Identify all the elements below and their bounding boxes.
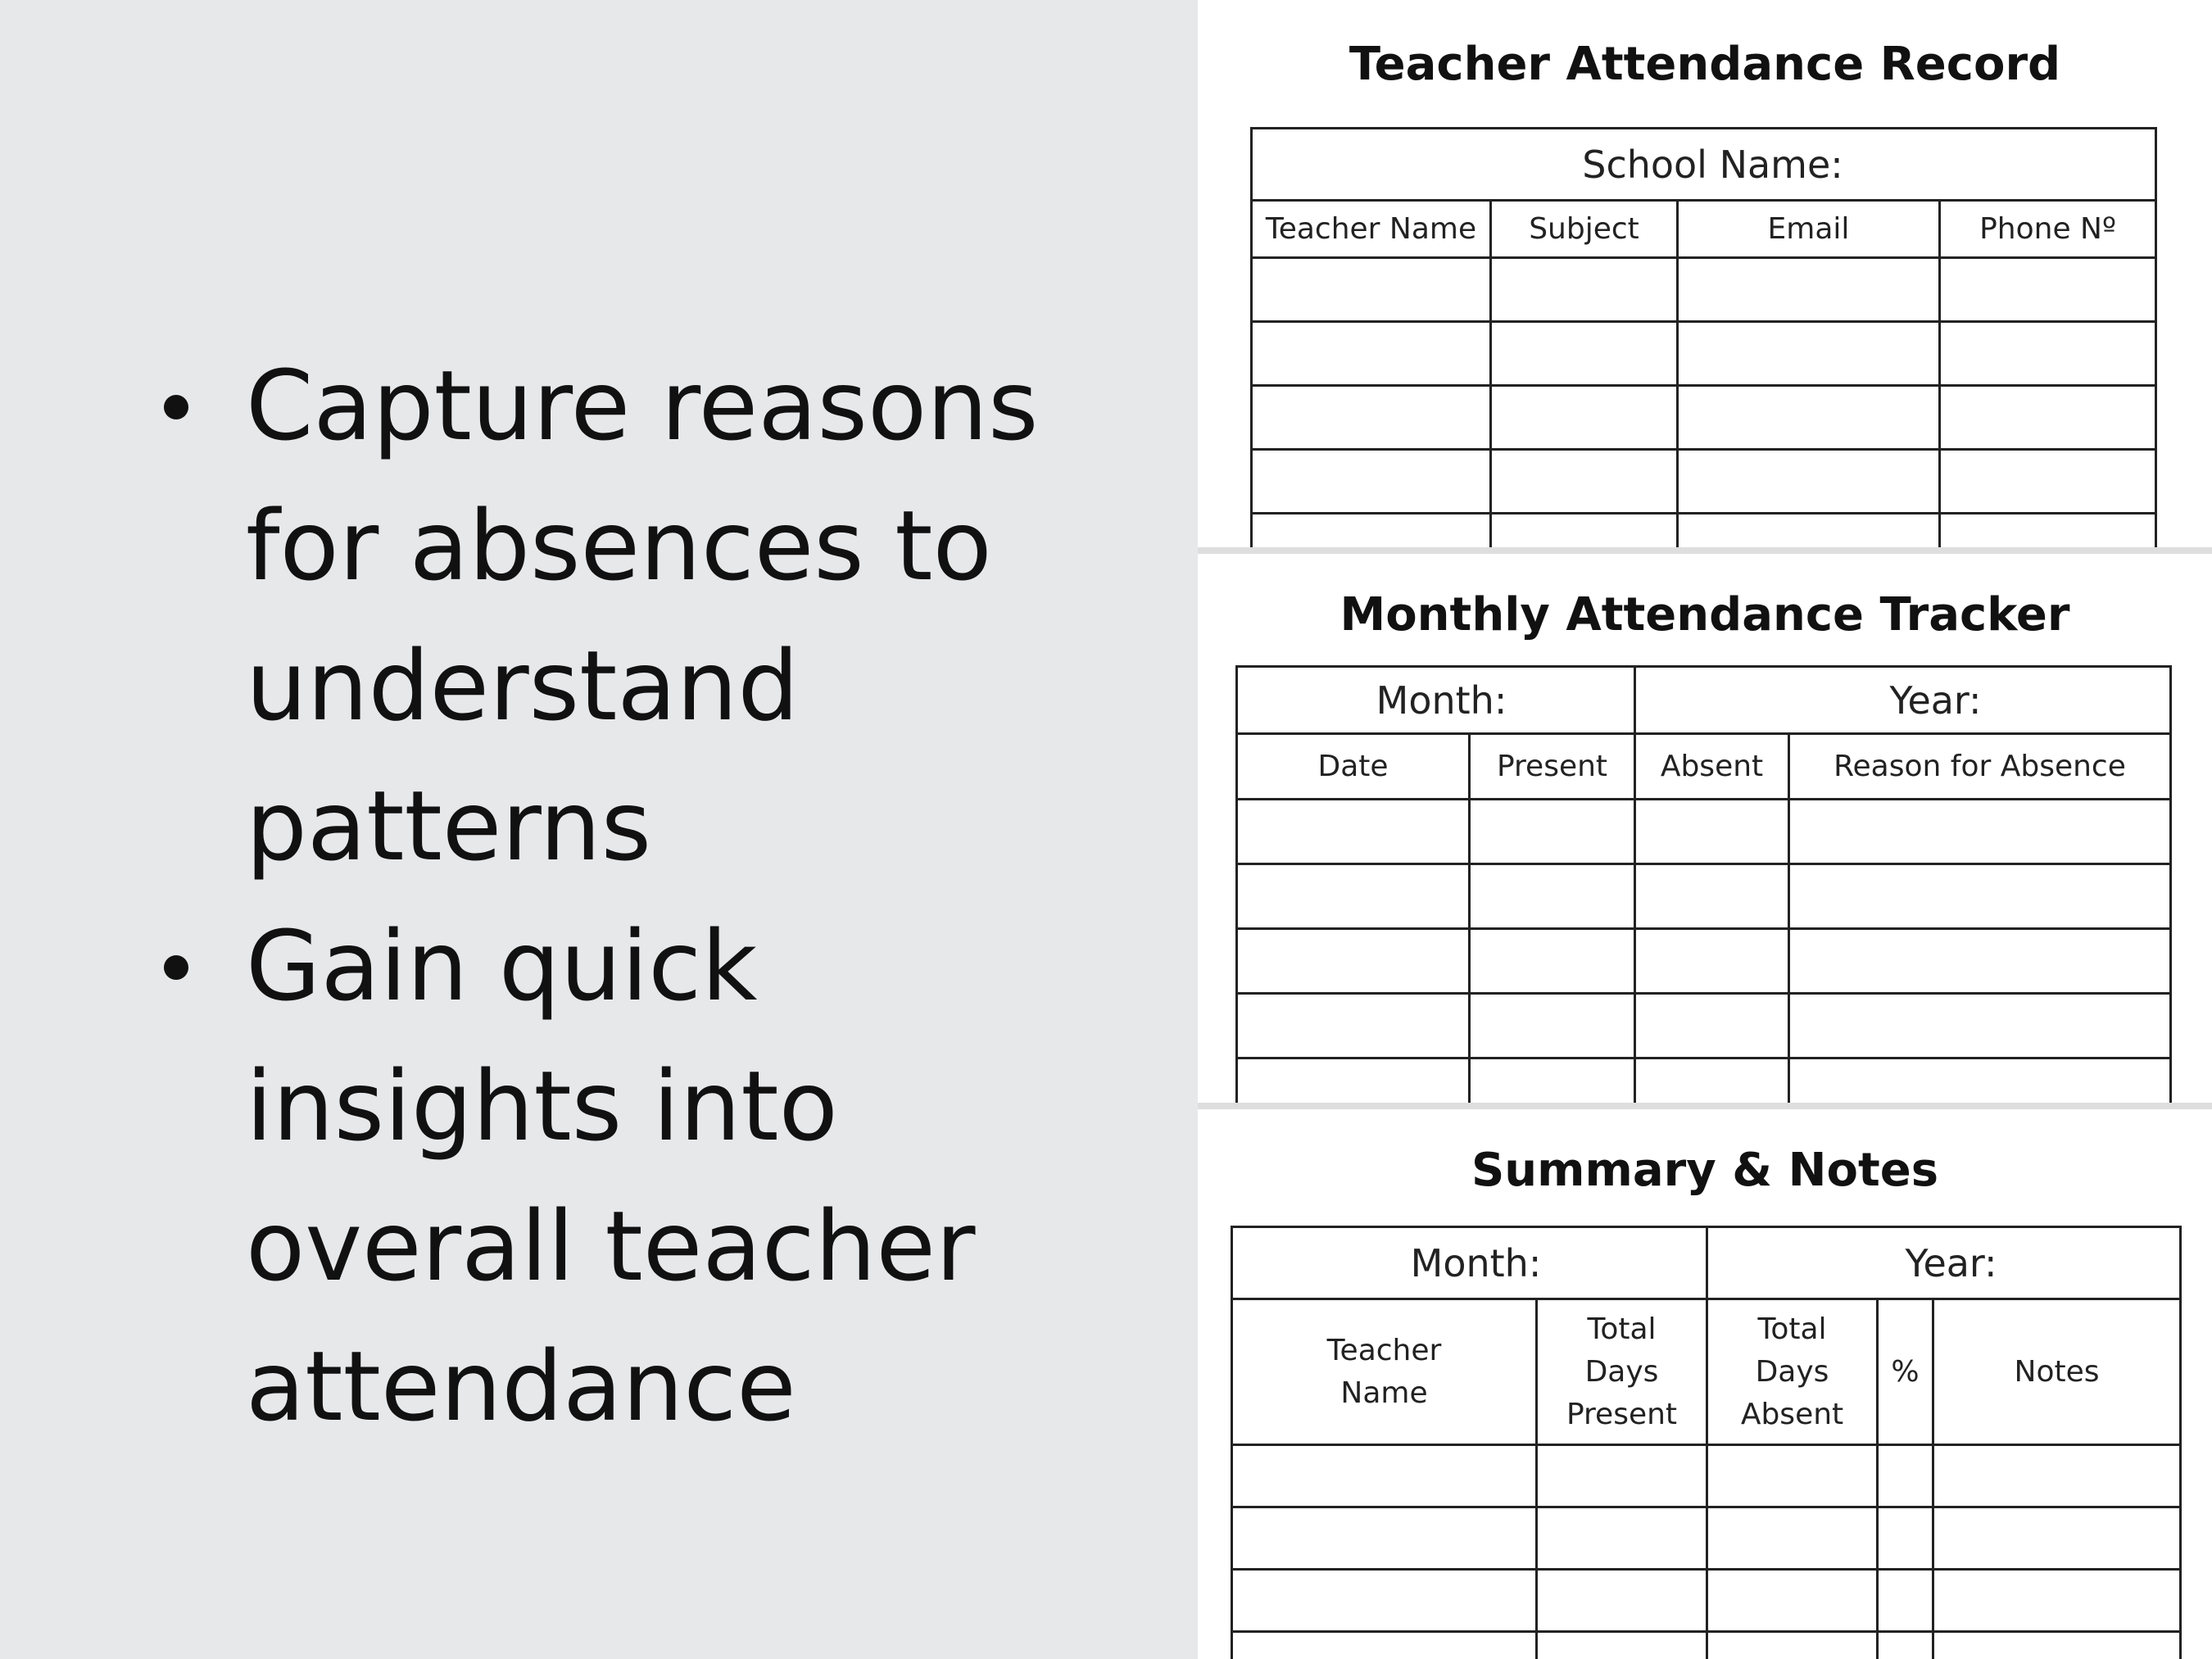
table-row — [1237, 1058, 2171, 1104]
empty-cell[interactable] — [1252, 386, 1491, 450]
empty-cell[interactable] — [1491, 258, 1678, 322]
column-header: Total Days Present — [1537, 1299, 1707, 1445]
empty-cell[interactable] — [1878, 1507, 1933, 1570]
empty-cell[interactable] — [1933, 1570, 2181, 1632]
month-label: Month: — [1232, 1227, 1707, 1299]
empty-cell[interactable] — [1933, 1507, 2181, 1570]
empty-cell[interactable] — [1707, 1507, 1878, 1570]
empty-cell[interactable] — [1252, 514, 1491, 548]
table-row — [1252, 514, 2156, 548]
empty-cell[interactable] — [1707, 1445, 1878, 1507]
empty-cell[interactable] — [1537, 1632, 1707, 1659]
column-header: Absent — [1635, 734, 1789, 800]
page-divider — [1198, 547, 2212, 554]
preview-pages — [1198, 0, 2212, 1659]
empty-cell[interactable] — [1678, 514, 1940, 548]
column-header: Notes — [1933, 1299, 2181, 1445]
empty-cell[interactable] — [1940, 514, 2156, 548]
empty-cell[interactable] — [1537, 1570, 1707, 1632]
table-row — [1237, 864, 2171, 929]
empty-cell[interactable] — [1933, 1632, 2181, 1659]
empty-cell[interactable] — [1537, 1445, 1707, 1507]
empty-cell[interactable] — [1789, 864, 2171, 929]
empty-cell[interactable] — [1789, 929, 2171, 994]
school-name-label: School Name: — [1252, 129, 2156, 201]
record-page — [1198, 0, 2212, 547]
column-header: % — [1878, 1299, 1933, 1445]
empty-cell[interactable] — [1678, 386, 1940, 450]
column-header: Phone Nº — [1940, 201, 2156, 258]
empty-cell[interactable] — [1252, 258, 1491, 322]
record-table — [1250, 127, 2157, 547]
empty-cell[interactable] — [1491, 450, 1678, 514]
empty-cell[interactable] — [1878, 1570, 1933, 1632]
monthly-page — [1198, 554, 2212, 1103]
empty-cell[interactable] — [1237, 864, 1470, 929]
feature-item: Gain quick insights into overall teacher attendance — [164, 896, 1147, 1457]
record-title: Teacher Attendance Record — [1349, 38, 2061, 91]
empty-cell[interactable] — [1635, 994, 1789, 1058]
column-header: Reason for Absence — [1789, 734, 2171, 800]
year-label: Year: — [1707, 1227, 2181, 1299]
empty-cell[interactable] — [1940, 450, 2156, 514]
feature-list — [164, 336, 1147, 1457]
bullet-icon — [164, 955, 188, 980]
empty-cell[interactable] — [1491, 322, 1678, 386]
year-label: Year: — [1635, 667, 2171, 734]
table-row — [1232, 1445, 2181, 1507]
empty-cell[interactable] — [1252, 450, 1491, 514]
empty-cell[interactable] — [1491, 514, 1678, 548]
empty-cell[interactable] — [1878, 1445, 1933, 1507]
empty-cell[interactable] — [1470, 800, 1635, 864]
column-header: Present — [1470, 734, 1635, 800]
page-divider — [1198, 1103, 2212, 1109]
empty-cell[interactable] — [1252, 322, 1491, 386]
column-header: Teacher Name — [1232, 1299, 1537, 1445]
empty-cell[interactable] — [1237, 1058, 1470, 1104]
column-header: Email — [1678, 201, 1940, 258]
empty-cell[interactable] — [1635, 929, 1789, 994]
empty-cell[interactable] — [1232, 1632, 1537, 1659]
bullet-icon — [164, 395, 188, 419]
empty-cell[interactable] — [1789, 800, 2171, 864]
table-row — [1237, 994, 2171, 1058]
empty-cell[interactable] — [1232, 1445, 1537, 1507]
empty-cell[interactable] — [1789, 1058, 2171, 1104]
empty-cell[interactable] — [1635, 800, 1789, 864]
empty-cell[interactable] — [1678, 258, 1940, 322]
month-label: Month: — [1237, 667, 1635, 734]
summary-table — [1231, 1226, 2182, 1659]
empty-cell[interactable] — [1933, 1445, 2181, 1507]
empty-cell[interactable] — [1237, 929, 1470, 994]
empty-cell[interactable] — [1789, 994, 2171, 1058]
empty-cell[interactable] — [1940, 322, 2156, 386]
table-row — [1252, 450, 2156, 514]
column-header: Total Days Absent — [1707, 1299, 1878, 1445]
empty-cell[interactable] — [1491, 386, 1678, 450]
summary-title: Summary & Notes — [1471, 1144, 1939, 1197]
empty-cell[interactable] — [1237, 800, 1470, 864]
table-row — [1232, 1632, 2181, 1659]
table-row — [1252, 386, 2156, 450]
empty-cell[interactable] — [1237, 994, 1470, 1058]
empty-cell[interactable] — [1470, 864, 1635, 929]
empty-cell[interactable] — [1470, 994, 1635, 1058]
table-row — [1252, 258, 2156, 322]
empty-cell[interactable] — [1940, 386, 2156, 450]
monthly-title: Monthly Attendance Tracker — [1339, 588, 2070, 641]
table-row — [1237, 800, 2171, 864]
table-row — [1232, 1570, 2181, 1632]
empty-cell[interactable] — [1470, 929, 1635, 994]
empty-cell[interactable] — [1470, 1058, 1635, 1104]
column-header: Teacher Name — [1252, 201, 1491, 258]
empty-cell[interactable] — [1232, 1570, 1537, 1632]
empty-cell[interactable] — [1678, 322, 1940, 386]
empty-cell[interactable] — [1678, 450, 1940, 514]
column-header: Date — [1237, 734, 1470, 800]
table-row — [1252, 322, 2156, 386]
table-row — [1237, 929, 2171, 994]
empty-cell[interactable] — [1537, 1507, 1707, 1570]
empty-cell[interactable] — [1878, 1632, 1933, 1659]
empty-cell[interactable] — [1635, 1058, 1789, 1104]
summary-page — [1198, 1109, 2212, 1659]
column-header: Subject — [1491, 201, 1678, 258]
empty-cell[interactable] — [1707, 1570, 1878, 1632]
feature-item: Capture reasons for absences to understand patterns — [164, 336, 1147, 896]
empty-cell[interactable] — [1232, 1507, 1537, 1570]
empty-cell[interactable] — [1940, 258, 2156, 322]
table-row — [1232, 1507, 2181, 1570]
monthly-table — [1235, 665, 2172, 1103]
empty-cell[interactable] — [1707, 1632, 1878, 1659]
empty-cell[interactable] — [1635, 864, 1789, 929]
